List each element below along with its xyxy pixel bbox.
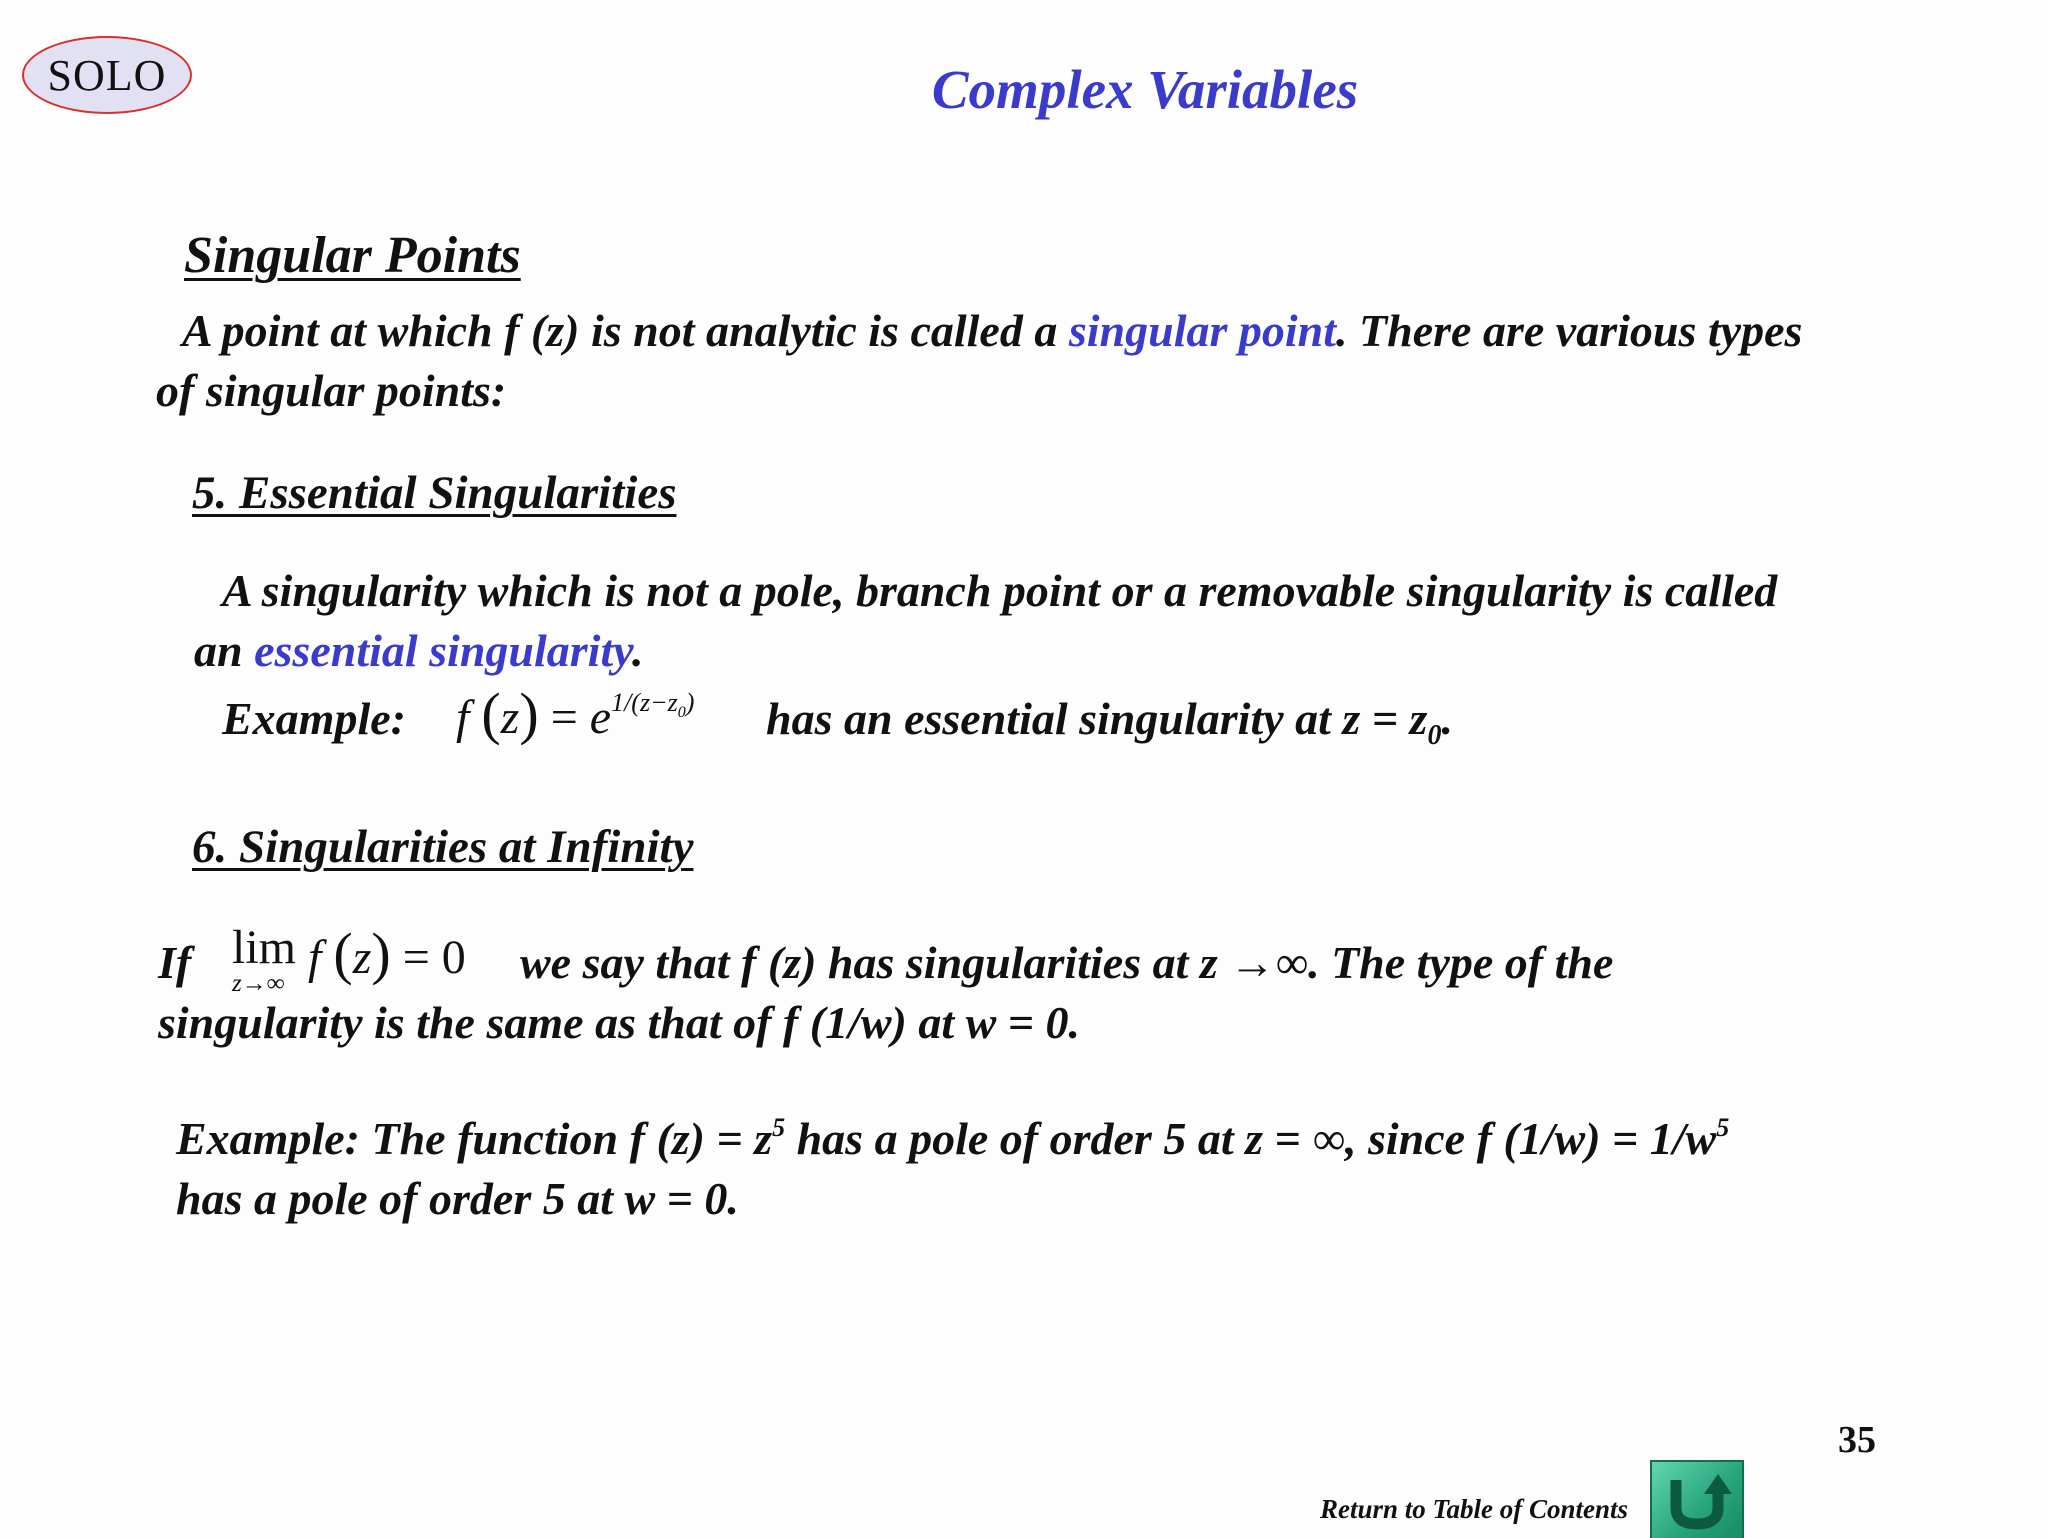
- limit-arg: z: [352, 931, 372, 984]
- limit-rhs: = 0: [402, 931, 466, 984]
- formula-open-paren: (: [481, 681, 501, 746]
- essential-text-b: .: [631, 625, 644, 676]
- intro-line-1: [182, 304, 1802, 357]
- limit-close-paren: ): [371, 921, 391, 986]
- slide-title: Complex Variables: [931, 59, 1359, 120]
- essential-example-label: Example:: [222, 693, 406, 744]
- infinity-line-2: singularity is the same as that of f (1/w) at w = 0.: [158, 997, 1081, 1048]
- lim-text: lim: [232, 921, 297, 974]
- formula-close-paren: ): [519, 681, 539, 746]
- infinity-example-exponent-2: 5: [1716, 1113, 1730, 1142]
- infinity-example-text-b: has a pole of order 5 at z = ∞, since f (1/w) = 1/w: [785, 1113, 1717, 1164]
- essential-example-formula: [456, 680, 694, 747]
- intro-text-a: A point at which f (z) is not analytic is called a: [182, 305, 1069, 356]
- return-to-toc-link[interactable]: Return to Table of Contents: [1320, 1494, 1629, 1524]
- essential-heading: 5. Essential Singularities: [192, 467, 677, 519]
- intro-line-2: of singular points:: [156, 365, 507, 416]
- limit-formula: [232, 920, 466, 997]
- intro-text-b: . There are various types: [1336, 305, 1803, 356]
- u-turn-arrow-icon: [1652, 1462, 1742, 1538]
- infinity-example-line-2: has a pole of order 5 at w = 0.: [176, 1173, 739, 1224]
- solo-logo-text: SOLO: [47, 50, 167, 100]
- limit-open-paren: (: [333, 921, 353, 986]
- lim-subscript: z→∞: [232, 970, 285, 997]
- return-to-toc-button[interactable]: [1650, 1460, 1744, 1538]
- if-label: If: [158, 937, 192, 988]
- infinity-example-text-a: Example: The function f (z) = z: [176, 1113, 773, 1164]
- limit-operator: [232, 920, 297, 997]
- infinity-example-line-1: [176, 1112, 1729, 1165]
- formula-base: e: [589, 691, 612, 744]
- formula-equals: =: [550, 691, 578, 744]
- page-number: 35: [1838, 1419, 1876, 1461]
- essential-example-text: [766, 692, 1453, 752]
- singular-point-term: singular point: [1068, 305, 1337, 356]
- formula-arg: z: [500, 691, 520, 744]
- infinity-heading: 6. Singularities at Infinity: [192, 821, 694, 873]
- section-heading: Singular Points: [184, 227, 521, 284]
- essential-text-a: an: [194, 625, 255, 676]
- formula-f: f: [456, 691, 470, 744]
- infinity-line-1: we say that f (z) has singularities at z →∞. The type of the: [520, 937, 1614, 988]
- essential-singularity-term: essential singularity: [254, 625, 632, 676]
- limit-f: f: [308, 931, 322, 984]
- infinity-example-exponent-1: 5: [772, 1113, 786, 1142]
- essential-line-1: A singularity which is not a pole, branch point or a removable singularity is called: [222, 565, 1778, 616]
- essential-line-2: [194, 624, 643, 677]
- essential-example-sentence: has an essential singularity at z = z: [766, 693, 1428, 744]
- essential-example-sub: 0: [1427, 720, 1442, 751]
- formula-exponent: 1/(z−z0): [611, 688, 695, 722]
- essential-example-end: .: [1441, 693, 1453, 744]
